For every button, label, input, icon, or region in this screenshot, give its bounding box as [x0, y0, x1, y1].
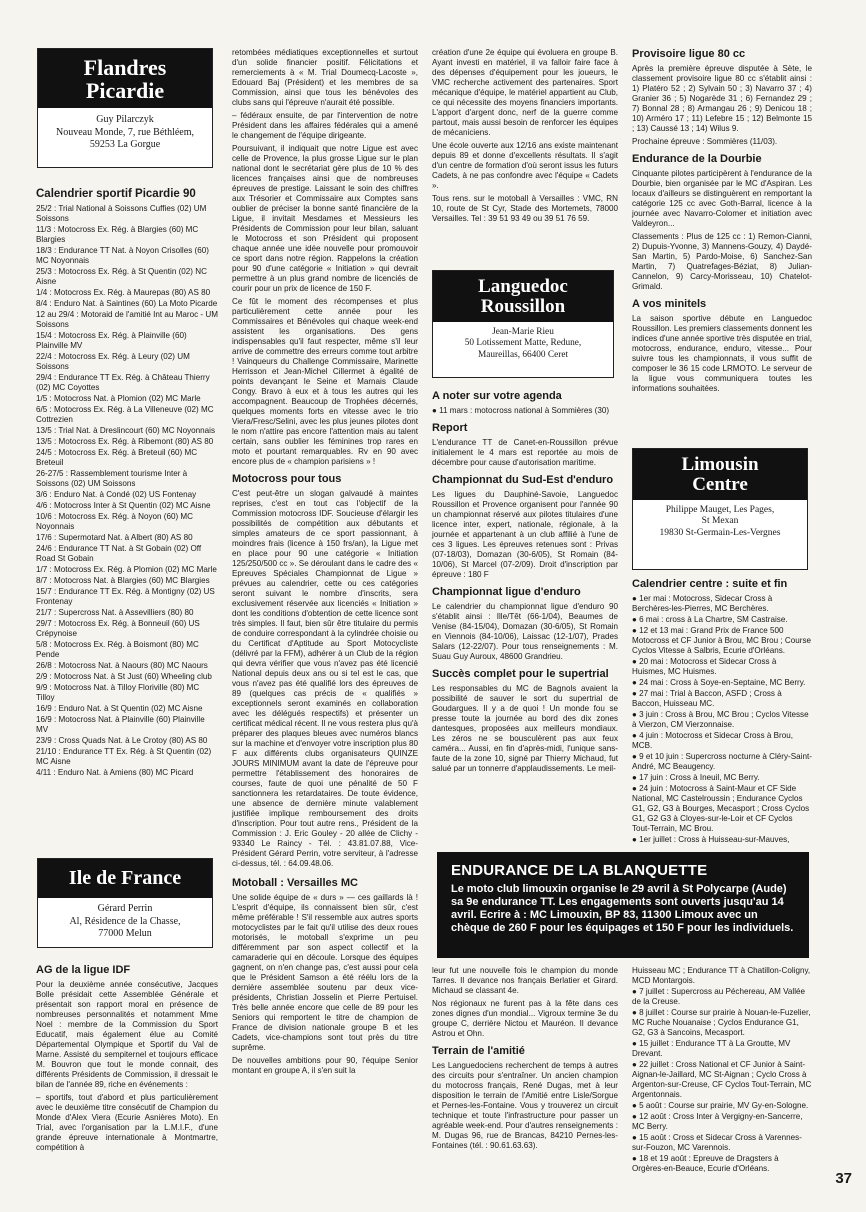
- list-item: ● 12 août : Cross Inter à Vergigny-en-Sancerre, MC Berry.: [632, 1112, 803, 1131]
- list-item: 1/4 : Motocross Ex. Rég. à Maurepas (80) AS 80: [36, 288, 211, 297]
- list-item: 9/9 : Motocross Nat. à Tilloy Floriville (80) MC Tilloy: [36, 683, 200, 702]
- list-item: ● 12 et 13 mai : Grand Prix de France 500 Motocross et CF Junior à Brou, MC Brou ; Course Cyclos Vitesse à Salbris, Ecurie d'Orléans.: [632, 626, 812, 655]
- paragraph: Après la première épreuve disputée à Sète, le classement provisoire ligue 80 cc s'établit ainsi : 1) Platéro 52 ; 2) Sylvain 50 ; 3) Navarro 37 ; 4) Granier 36 ; 5) Nogarède 31 ; 6) Fernandez 29 ; 7) Bonnal 28 ; 8) Armangau 26 ; 9) Denicou 18 ; 10) Arméro 17 ; 11) Lefebre 15 ; 12) Belmonte 15 ; 13) Caussé 13 ; 14) Wilus 9.: [632, 64, 812, 133]
- column-3-mid: [432, 390, 618, 842]
- list-item: 21/10 : Endurance TT Ex. Rég. à St Quentin (02) MC Aisne: [36, 747, 212, 766]
- list-item: 16/9 : Motocross Nat. à Plainville (60) Plainville MV: [36, 715, 205, 734]
- region-box-limousin-centre: [632, 448, 808, 570]
- list-item: 8/7 : Motocross Nat. à Blargies (60) MC Blargies: [36, 576, 210, 585]
- paragraph: Une école ouverte aux 12/16 ans existe maintenant depuis 89 et donne d'excellents résultats. Il s'agit d'un centre de formation d'où seront issus les futurs Cadets, à ne pas confondre avec l'équipe « Cadets ».: [432, 141, 618, 190]
- region-title-flandres-picardie: Flandres Picardie: [38, 49, 212, 108]
- column-4-lower: [632, 966, 812, 1173]
- region-contact-ile-de-france: Gérard Perrin Al, Résidence de la Chasse, 77000 Melun: [69, 903, 181, 939]
- list-item: 1/7 : Motocross Ex. Rég. à Plomion (02) MC Marle: [36, 565, 217, 574]
- paragraph: Les responsables du MC de Bagnols avaient la possibilité de sauver le sort du supertrial de Goudargues. Il y a de quoi ! Un monde fou se presse toute la journée au bord des dix zones dantesques, proposées aux meilleurs mondiaux. Les zéros ne se bousculèrent pas aux feux caméra... Aussi, en fin d'après-midi, l'unique sans-faute de la zone 10, signé par Thierry Michaud, fut salué par un tonnerre d'applaudissements. Le meil-: [432, 684, 618, 773]
- banner-endurance-blanquette: [437, 852, 809, 958]
- list-item: ● 17 juin : Cross à Ineuil, MC Berry.: [632, 773, 760, 782]
- heading-terrain-amitie: Terrain de l'amitié: [432, 1045, 525, 1057]
- list-item: 15/7 : Endurance TT Ex. Rég. à Montigny (02) US Frontenay: [36, 587, 215, 606]
- heading-endurance-dourbie: Endurance de la Dourbie: [632, 153, 762, 165]
- list-item: ● 20 mai : Motocross et Sidecar Cross à Huismes, MC Huismes.: [632, 657, 777, 676]
- list-item: 24/5 : Motocross Ex. Rég. à Breteuil (60) MC Breteuil: [36, 448, 198, 467]
- paragraph: création d'une 2e équipe qui évoluera en groupe B. Ayant investi en matériel, il va falloir faire face à des dépenses d'équipement pour les joueurs, le VMC recherche activement des partenaires. Sport mécanique d'équipe, le matériel appartient au Club, ce qui nécessite des moyens financiers importants. L'apport d'argent donc, nerf de la guerre comme partout, mais aussi besoin de renforcer les équipes de mécaniciens.: [432, 48, 618, 137]
- region-title-limousin-centre: Limousin Centre: [633, 449, 807, 500]
- page-number: 37: [835, 1170, 852, 1187]
- list-item: ● 27 mai : Trial à Baccon, ASFD ; Cross à Baccon, Huisseau MC.: [632, 689, 782, 708]
- list-item: 10/6 : Motocross Ex. Rég. à Noyon (60) MC Noyonnais: [36, 512, 193, 531]
- region-title-ile-de-france: Ile de France: [38, 859, 212, 898]
- heading-ag-ligue-idf: AG de la ligue IDF: [36, 964, 131, 976]
- list-item: ● 18 et 19 août : Epreuve de Dragsters à Orgères-en-Beauce, Ecurie d'Orléans.: [632, 1154, 779, 1173]
- centre-calendar-list: [632, 594, 812, 845]
- list-item: 22/4 : Motocross Ex. Rég. à Leury (02) UM Soissons: [36, 352, 190, 371]
- list-item: 8/4 : Enduro Nat. à Saintines (60) La Moto Picarde: [36, 299, 218, 308]
- region-contact-limousin-centre: Philippe Mauget, Les Pages, St Mexan 19830 St-Germain-Les-Vergnes: [659, 504, 781, 538]
- paragraph: C'est peut-être un slogan galvaudé à maintes reprises, c'est en tout cas l'objectif de la Commission motocross IDF. Soucieuse d'élargir les possibilités de compétition aux débutants et simples amateurs de ce sport passionnant, à moindres frais (licence à 150 frs/an), la Ligue met en place pour 90 une catégorie « Initiation 125/250/500 cc ». Se déroulant dans le cadre des « Epreuves Spéciales Championnat de Ligue » prévues au calendrier, cette ou ces catégories seront suivant le nombre d'inscrits, sera exclusivement réservée aux licenciés « Initiation » dont les conditions d'obtention de cette licence sont très simples. Il faut, bien sûr être titulaire du permis de conduire correspondant à la cylindrée choisie ou du Certificat d'Aptitude au Sport Motocycliste (délivré par la FFM), adhérer à un Club de la région qui devra vérifier que vous n'avez pas été licencié National depuis deux ans ou si tel est le cas, que vous n'avez pas été qualifié lors des épreuves de 89 (quelques cas précis de « qualifiés » exceptionnels seront examinés en collaboration avec les délégués respectifs) et présenter un certificat médical récent. Il ne vous restera plus qu'à préparer des plaques bleues avec numéros blancs sur la machine et d'envoyer votre inscription plus 80 F aux différents clubs organisateurs QUINZE JOURS MINIMUM avant la date de l'épreuve pour permettre l'établissement des honoraires de courses, faute de quoi une pénalité de 50 F sanctionnera les retardataires. De toute évidence, une absence de dernière minute valablement justifiée implique remboursement des droits d'inscription. Pour tout autre rens., Président de la Commission : J. Eric Gouley - 20 allée de Clichy - 93340 Le Raincy - Tél. : 43.81.07.88, Vice-Président Gérard Perrin, votre serviteur, à l'adresse ci-dessus, tél. : 64.09.48.06.: [232, 489, 418, 868]
- list-item: ● 1er mai : Motocross, Sidecar Cross à Berchères-les-Pierres, MC Berchères.: [632, 594, 773, 613]
- column-4-upper: [632, 48, 812, 440]
- list-item: 21/7 : Supercross Nat. à Assevilliers (80) 80: [36, 608, 194, 617]
- heading-agenda: A noter sur votre agenda: [432, 390, 562, 402]
- column-4-centre-calendar: [632, 578, 812, 844]
- heading-motoball-versailles: Motoball : Versailles MC: [232, 877, 358, 889]
- column-1-calendar: [36, 182, 218, 834]
- list-item: ● 6 mai : cross à La Chartre, SM Castraise.: [632, 615, 788, 624]
- column-3-upper: [432, 48, 618, 270]
- heading-calendrier-picardie: Calendrier sportif Picardie 90: [36, 188, 196, 200]
- list-item: ● 24 juin : Motocross à Saint-Maur et CF Side National, MC Castelroussin ; Endurance Cyclos G1, G2, G3 à Bourges, Mecasport ; Cross Cyclos G1, G2 G3 à Cloyes-sur-le-Loir et CF Cyclos Tout-Terrain, MC Brou.: [632, 784, 810, 833]
- list-item: 16/9 : Enduro Nat. à St Quentin (02) MC Aisne: [36, 704, 203, 713]
- column-1-lower: [36, 962, 218, 1202]
- paragraph: retombées médiatiques exceptionnelles et surtout d'un solide financier positif. Félicitations et remerciements à « M. Trial Doumecq-Lacoste », Edouard Baj (Président) et les membres de sa Commission, ainsi que tous les bénévoles des clubs sans qui l'épreuve n'aurait été possible.: [232, 48, 418, 107]
- region-contact-languedoc-roussillon: Jean-Marie Rieu 50 Lotissement Matte, Redune, Maureillas, 66400 Ceret: [464, 326, 582, 360]
- paragraph: Prochaine épreuve : Sommières (11/03).: [632, 137, 778, 146]
- list-item: 5/8 : Motocross Ex. Rég. à Boismont (80) MC Pende: [36, 640, 199, 659]
- list-item: ● 15 juillet : Endurance TT à La Groutte, MV Drevant.: [632, 1039, 791, 1058]
- list-item: ● 1er juillet : Cross à Huisseau-sur-Mauves,: [632, 835, 790, 844]
- paragraph: Le calendrier du championnat ligue d'enduro 90 s'établit ainsi : Ille/Têt (66-1/04), Beaumes de Venise (84-15/04), Domazan (30-6/05), St Romain en Viennois (84-10/06), Laissac (12-1/07), Prades Salars (12-22/07). Pour tous renseignements : M. Suau Guy Auroux, 48600 Grandrieu.: [432, 602, 618, 661]
- list-item: Huisseau MC ; Endurance TT à Chatillon-Coligny, MCD Montargois.: [632, 966, 811, 985]
- paragraph: Tous rens. sur le motoball à Versailles : VMC, RN 10, route de St Cyr, Stade des Mortemets, 78000 Versailles. Tel : 39 51 93 49 ou 39 51 76 59.: [432, 194, 618, 223]
- region-box-ile-de-france: [37, 858, 213, 948]
- paragraph: La saison sportive débute en Languedoc Roussillon. Les premiers classements donnent les indices d'une année sportive très disputée en trial, motocross, endurance, enduro, vitesse... Pour suivre tous les championnats, il vous suffit de composer le 36 15 code LRMOTO. Le serveur de la ligue vous communiquera toutes les informations souhaitées.: [632, 314, 812, 393]
- list-item: 12 au 29/4 : Motoraid de l'amitié Int au Maroc - UM Soissons: [36, 310, 218, 329]
- paragraph: L'endurance TT de Canet-en-Roussillon prévue initialement le 4 mars est reportée au mois de décembre pour cause d'autorisation maritime.: [432, 438, 618, 467]
- region-box-flandres-picardie: [37, 48, 213, 168]
- list-item: ● 22 juillet : Cross National et CF Junior à Saint-Aignan-le-Jaillard, MC St-Aignan ; Cyclo Cross à Argenton-sur-Creuse, CF Cyclos Tout-Terrain, MC Argentonnais.: [632, 1060, 812, 1099]
- list-item: 4/6 : Motocross Inter à St Quentin (02) MC Aisne: [36, 501, 211, 510]
- paragraph: Les Languedociens recherchent de temps à autres des circuits pour s'entraîner. Un ancien champion du motocross français, René Dugas, met à leur disposition le terrain de l'Amitié entre Lisle/Sorgue et Pernes-les-Fontaine. Vous y trouverez un circuit technique et toute l'infrastructure pour passer un agréable week-end. Pour d'autres renseignements : M. Dugas 96, rue de Brancas, 84210 Pernes-les-Fontaines (tél. : 90.61.63.63).: [432, 1061, 618, 1150]
- list-item: ● 24 mai : Cross à Soye-en-Septaine, MC Berry.: [632, 678, 806, 687]
- paragraph: Classements : Plus de 125 cc : 1) Remon-Cianni, 2) Dupuis-Yvonne, 3) Mannens-Gouzy, 4) Daydé-San Martin, 5) Pardo-Moise, 6) Sanchez-San Martin, 7) Quatrefages-Béziat, 8) Julian-Cannelon, 9) Carcy-Morisseau, 10) Chatelot-Grimald.: [632, 232, 812, 291]
- paragraph: Pour la deuxième année consécutive, Jacques Bolle présidait cette Assemblée Générale et présentait son rapport moral en présence de nombreuses personnalités et notamment Mme Noel : membre de la Commission du Sport Educatif, mais également élue au Comité Départemental Olympique et Sportif du Val de Marne. Assisté du sempiternel et toujours efficace M. Bouvron que tout le monde connait, des différents Présidents de Commission, il dressait le bilan de l'année 89, riche en événements :: [36, 980, 218, 1089]
- list-item: 3/6 : Enduro Nat. à Condé (02) US Fontenay: [36, 490, 197, 499]
- paragraph: – sportifs, tout d'abord et plus particulièrement avec le deuxième titre consécutif de Champion du Monde d'Alex Viera (Ecurie Asnières Moto). En Trial, avec l'organisation par la L.M.I.F., d'une grande épreuve internationale à Montmartre, compétition à: [36, 1093, 218, 1152]
- list-item: 26-27/5 : Rassemblement tourisme Inter à Soissons (02) UM Soissons: [36, 469, 188, 488]
- list-item: ● 15 août : Cross et Sidecar Cross à Varennes-sur-Fouzon, MC Varennois.: [632, 1133, 802, 1152]
- region-title-languedoc-roussillon: Languedoc Roussillon: [433, 271, 613, 322]
- heading-minitels: A vos minitels: [632, 298, 707, 310]
- list-item: 1/5 : Motocross Nat. à Plomion (02) MC Marle: [36, 394, 201, 403]
- list-item: 29/7 : Motocross Ex. Rég. à Bonneuil (60) US Crépynoise: [36, 619, 200, 638]
- paragraph: Nos régionaux ne furent pas à la fête dans ces zones dignes d'un mondial... Vigroux termine 3e du groupe C, derrière Nictou et Mauréon. Il devance Astrou et Ohn.: [432, 999, 618, 1038]
- centre-calendar-list-continued: [632, 966, 812, 1174]
- heading-provisoire-80cc: Provisoire ligue 80 cc: [632, 48, 746, 60]
- heading-motocross-pour-tous: Motocross pour tous: [232, 473, 342, 485]
- paragraph: De nouvelles ambitions pour 90, l'équipe Senior montant en groupe A, il s'en suit la: [232, 1056, 418, 1075]
- region-box-languedoc-roussillon: [432, 270, 614, 378]
- list-item: 4/11 : Enduro Nat. à Amiens (80) MC Picard: [36, 768, 194, 777]
- paragraph: Ce fût le moment des récompenses et plus particulièrement cette année pour les Commissaires et Bénévoles qui chaque week-end assistent les organisations. Des gens indispensables qu'il faut respecter, même s'il leur arrive de commettre des erreurs comme tout arbitre ! Vainqueurs du Challenge Commissaire, Marinette Herrisson et Jean-Michel Cillermet à égalité de points devançant le Seine et Marnais Claude Congy. Bravo à eux et à tous les autres qui les accompagnent. Beaucoup de Trophées décernés, quelques moments forts en vitesse avec le trio Viera/Fresc/Selini, avec les plus jeunes pilotes dont le nom n'attire pas encore l'attention mais au talent certain, sans oublier les féminines trop rares en moto et pourtant remarquables. Rv en 90 avec encore plus de « champion parisiens » !: [232, 297, 418, 466]
- column-3-lower: [432, 966, 618, 1202]
- heading-championnat-sud-est: Championnat du Sud-Est d'enduro: [432, 474, 614, 486]
- list-item: 15/4 : Motocross Ex. Rég. à Plainville (60) Plainville MV: [36, 331, 187, 350]
- list-item: 25/2 : Trial National à Soissons Cuffies (02) UM Soissons: [36, 204, 207, 223]
- list-item: 29/4 : Endurance TT Ex. Rég. à Château Thierry (02) MC Coyottes: [36, 373, 210, 392]
- list-item: ● 5 août : Course sur prairie, MV Gy-en-Sologne.: [632, 1101, 809, 1110]
- list-item: 11/3 : Motocross Ex. Rég. à Blargies (60) MC Blargies: [36, 225, 199, 244]
- list-item: 13/5 : Trial Nat. à Dreslincourt (60) MC Noyonnais: [36, 426, 216, 435]
- list-item: ● 8 juillet : Course sur prairie à Nouan-le-Fuzelier, MC Ruche Nouanaise ; Cyclos Endurance G1, G2, G3 à Sancoins, Mecasport.: [632, 1008, 811, 1037]
- banner-text: Le moto club limouxin organise le 29 avril à St Polycarpe (Aude) sa 9e endurance TT. Les engagements sont ouverts jusqu'au 14 avril. Ecrire à : MC Limouxin, BP 83, 11300 Limoux avec un chèque de 260 F pour les équipages et 150 F pour les individuels.: [451, 883, 794, 934]
- banner-title: ENDURANCE DE LA BLANQUETTE: [451, 862, 708, 879]
- paragraph: Cinquante pilotes participèrent à l'endurance de la Dourbie, bien organisée par le MC d'Aspiran. Les locaux d'ailleurs se distinguèrent en remportant la catégorie 125 cc avec Goth-Barral, licence à la journée avec Navarro-Colomer et initiation avec Valdeyron...: [632, 169, 812, 228]
- agenda-item: ● 11 mars : motocross national à Sommières (30): [432, 406, 610, 415]
- heading-report: Report: [432, 422, 468, 434]
- region-contact-flandres-picardie: Guy Pilarczyk Nouveau Monde, 7, rue Béthléem, 59253 La Gorgue: [55, 114, 195, 151]
- list-item: 26/8 : Motocross Nat. à Naours (80) MC Naours: [36, 661, 208, 670]
- list-item: ● 3 juin : Cross à Brou, MC Brou ; Cyclos Vitesse à Vierzon, CM Vierzonnaise.: [632, 710, 809, 729]
- heading-succes-supertrial: Succès complet pour le supertrial: [432, 668, 609, 680]
- list-item: ● 9 et 10 juin : Supercross nocturne à Cléry-Saint-André, MC Beaugency.: [632, 752, 812, 771]
- list-item: 18/3 : Endurance TT Nat. à Noyon Crisolles (60) MC Noyonnais: [36, 246, 209, 265]
- list-item: 13/5 : Motocross Ex. Rég. à Ribemont (80) AS 80: [36, 437, 214, 446]
- list-item: 17/6 : Supermotard Nat. à Albert (80) AS 80: [36, 533, 193, 542]
- list-item: ● 4 juin : Motocross et Sidecar Cross à Brou, MCB.: [632, 731, 793, 750]
- paragraph: Poursuivant, il indiquait que notre Ligue est avec celle de Provence, la plus grosse Ligue sur le plan national dont le secrétariat gère plus de 10 % des licences françaises ainsi que de nombreuses épreuves de prestige. Laissant le soin des chiffres aux Trésorier et Commissaire aux Comptes sans oublier de préciser la bonne santé financière de la Ligue, il invitait Mesdames et Messieurs les Présidents de Commission pour leur bilan, saluant le Motocross et son Président qui proposent chaque année une idée nouvelle pour promouvoir ce sport dans notre région. Rappelons la création pour 90 d'une catégorie « Initiation » qui devrait permettre à un plus grand nombre de licenciés de courir pour un prix de licence de 150 F.: [232, 144, 418, 293]
- list-item: 25/3 : Motocross Ex. Rég. à St Quentin (02) NC Aisne: [36, 267, 207, 286]
- list-item: ● 7 juillet : Supercross au Péchereau, AM Vallée de la Creuse.: [632, 987, 805, 1006]
- calendar-list: [36, 204, 218, 778]
- list-item: 24/6 : Endurance TT Nat. à St Gobain (02) Off Road St Gobain: [36, 544, 202, 563]
- paragraph: Une solide équipe de « durs » — ces gaillards là ! L'esprit d'équipe, ils connaissent bien sûr, c'est même préférable ! S'il ressemble aux autres sports motocyclistes par le fait qu'il utilise des deux roues motorisés, le motoball s'exprime un peu différemment par son aspect collectif et la camaraderie qui en découle. Lorsque des équipes gagnent, on n'en change pas, c'est aussi pour cela que le Président Samson a été réélu lors de la dernière assemblée soutenu par deux vice-présidents, Christian Josselin et Pierre Pertuisel. Très belle année encore que celle de 89 pour les Seniors qui remportent le titre de champion de France de division nationale groupe B et les Cadets, vice-champions sont tout près du titre suprême.: [232, 893, 418, 1052]
- list-item: 23/9 : Cross Quads Nat. à Le Crotoy (80) AS 80: [36, 736, 208, 745]
- list-item: 2/9 : Motocross Nat. à St Just (60) Wheeling club: [36, 672, 212, 681]
- heading-calendrier-centre: Calendrier centre : suite et fin: [632, 578, 788, 590]
- paragraph: leur fut une nouvelle fois le champion du monde Tarres. Il devance nos français Berlatier et Girard. Michaud se classant 4e.: [432, 966, 618, 995]
- heading-championnat-ligue-enduro: Championnat ligue d'enduro: [432, 586, 581, 598]
- list-item: 6/5 : Motocross Ex. Rég. à La Villeneuve (02) MC Cottrezien: [36, 405, 214, 424]
- paragraph: – fédéraux ensuite, de par l'intervention de notre Président dans les affaires fédérales qui a amené le changement de l'équipe dirigeante.: [232, 111, 418, 140]
- paragraph: Les ligues du Dauphiné-Savoie, Languedoc Roussillon et Provence organisent pour l'année 90 un championnat réservé aux pilotes titulaires d'une licence inter, expert, nationale, régionale, à la journée et appartenant à un club affilié à l'une de ces 3 ligues. Les épreuves retenues sont : Privas (07-18/03), Domazan (30-6/05), St Romain (84-10/06), St Marcel (07-2/09). Droit d'inscription par épreuve : 180 F: [432, 490, 618, 579]
- column-2: [232, 48, 418, 1202]
